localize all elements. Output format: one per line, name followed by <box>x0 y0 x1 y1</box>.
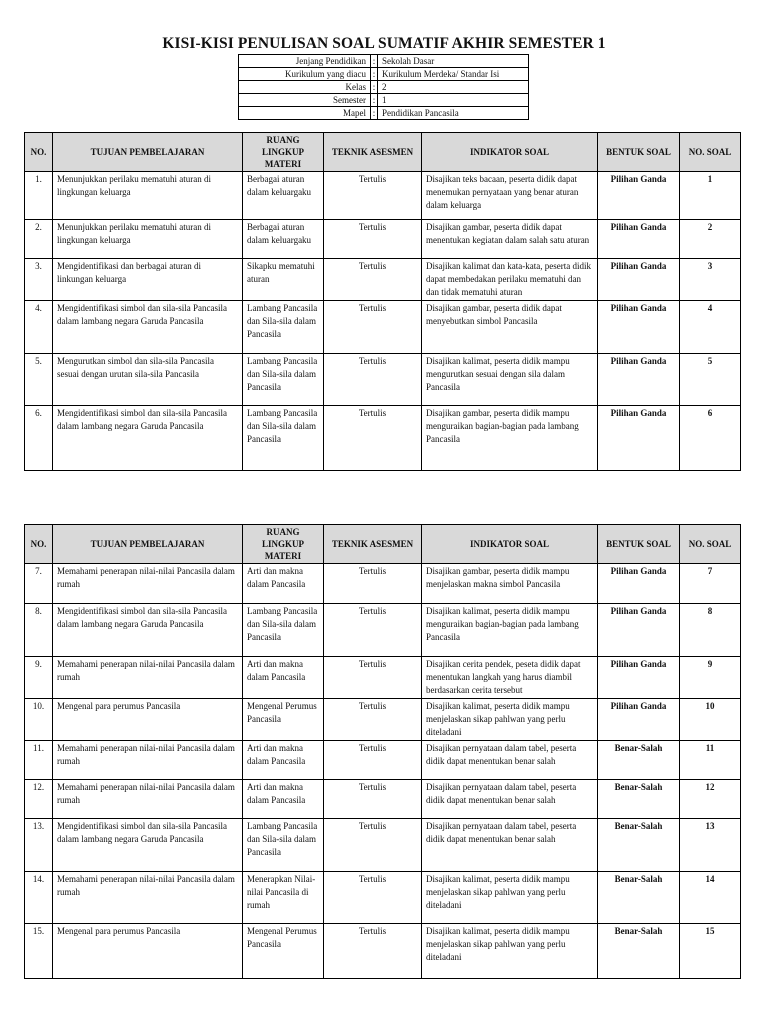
cell-bentuk-soal: Pilihan Ganda <box>598 172 680 220</box>
cell-bentuk-soal: Pilihan Ganda <box>598 406 680 471</box>
header-tujuan: TUJUAN PEMBELAJARAN <box>53 525 243 564</box>
cell-ruang-lingkup: Arti dan makna dalam Pancasila <box>243 780 324 819</box>
cell-ruang-lingkup: Berbagai aturan dalam keluargaku <box>243 220 324 259</box>
cell-teknik-asesmen: Tertulis <box>324 172 422 220</box>
cell-teknik-asesmen: Tertulis <box>324 564 422 604</box>
cell-bentuk-soal: Pilihan Ganda <box>598 259 680 301</box>
info-row <box>239 81 529 94</box>
cell-teknik-asesmen: Tertulis <box>324 604 422 657</box>
cell-indikator: Disajikan kalimat, peserta didik mampu mengurutkan sesuai dengan sila dalam Pancasila <box>422 354 598 406</box>
table-row <box>25 819 741 872</box>
info-row <box>239 94 529 107</box>
cell-teknik-asesmen: Tertulis <box>324 741 422 780</box>
cell-ruang-lingkup: Lambang Pancasila dan Sila-sila dalam Pancasila <box>243 406 324 471</box>
info-label: Kurikulum yang diacu <box>239 68 371 81</box>
info-value: Pendidikan Pancasila <box>378 107 529 120</box>
cell-no-soal: 1 <box>680 172 741 220</box>
cell-no: 5. <box>25 354 53 406</box>
info-label: Jenjang Pendidikan <box>239 55 371 68</box>
cell-no-soal: 12 <box>680 780 741 819</box>
info-value: Sekolah Dasar <box>378 55 529 68</box>
cell-no-soal: 2 <box>680 220 741 259</box>
cell-no-soal: 15 <box>680 924 741 979</box>
cell-teknik-asesmen: Tertulis <box>324 780 422 819</box>
page-title: KISI-KISI PENULISAN SOAL SUMATIF AKHIR SEMESTER 1 <box>162 35 606 52</box>
cell-indikator: Disajikan pernyataan dalam tabel, peserta didik dapat menentukan benar salah <box>422 819 598 872</box>
cell-bentuk-soal: Benar-Salah <box>598 741 680 780</box>
header-bentuk: BENTUK SOAL <box>598 133 680 172</box>
cell-no-soal: 9 <box>680 657 741 699</box>
cell-teknik-asesmen: Tertulis <box>324 819 422 872</box>
cell-no: 15. <box>25 924 53 979</box>
cell-no-soal: 3 <box>680 259 741 301</box>
cell-bentuk-soal: Pilihan Ganda <box>598 301 680 354</box>
cell-tujuan: Mengenal para perumus Pancasila <box>53 699 243 741</box>
header-no: NO. <box>25 133 53 172</box>
header-bentuk: BENTUK SOAL <box>598 525 680 564</box>
cell-indikator: Disajikan gambar, peserta didik dapat menyebutkan simbol Pancasila <box>422 301 598 354</box>
cell-no-soal: 10 <box>680 699 741 741</box>
cell-tujuan: Mengidentifikasi simbol dan sila-sila Pancasila dalam lambang negara Garuda Pancasila <box>53 819 243 872</box>
info-row <box>239 107 529 120</box>
cell-ruang-lingkup: Berbagai aturan dalam keluargaku <box>243 172 324 220</box>
cell-tujuan: Menunjukkan perilaku mematuhi aturan di lingkungan keluarga <box>53 172 243 220</box>
cell-no-soal: 8 <box>680 604 741 657</box>
info-row <box>239 68 529 81</box>
header-nosoal: NO. SOAL <box>680 133 741 172</box>
header-no: NO. <box>25 525 53 564</box>
cell-indikator: Disajikan gambar, peserta didik mampu menjelaskan makna simbol Pancasila <box>422 564 598 604</box>
cell-tujuan: Memahami penerapan nilai-nilai Pancasila dalam rumah <box>53 741 243 780</box>
cell-teknik-asesmen: Tertulis <box>324 406 422 471</box>
cell-teknik-asesmen: Tertulis <box>324 924 422 979</box>
cell-bentuk-soal: Benar-Salah <box>598 819 680 872</box>
cell-bentuk-soal: Pilihan Ganda <box>598 220 680 259</box>
cell-ruang-lingkup: Arti dan makna dalam Pancasila <box>243 741 324 780</box>
table-row <box>25 172 741 220</box>
cell-no-soal: 5 <box>680 354 741 406</box>
cell-bentuk-soal: Benar-Salah <box>598 872 680 924</box>
cell-teknik-asesmen: Tertulis <box>324 354 422 406</box>
cell-no: 8. <box>25 604 53 657</box>
info-label: Semester <box>239 94 371 107</box>
cell-no: 13. <box>25 819 53 872</box>
cell-teknik-asesmen: Tertulis <box>324 259 422 301</box>
cell-ruang-lingkup: Arti dan makna dalam Pancasila <box>243 657 324 699</box>
table-row <box>25 780 741 819</box>
table-row <box>25 924 741 979</box>
cell-indikator: Disajikan pernyataan dalam tabel, peserta didik dapat menentukan benar salah <box>422 780 598 819</box>
header-nosoal: NO. SOAL <box>680 525 741 564</box>
cell-bentuk-soal: Pilihan Ganda <box>598 604 680 657</box>
cell-tujuan: Memahami penerapan nilai-nilai Pancasila dalam rumah <box>53 564 243 604</box>
header-ruang: RUANG LINGKUP MATERI <box>243 525 324 564</box>
cell-indikator: Disajikan kalimat, peserta didik mampu menguraikan bagian-bagian pada lambang Pancasila <box>422 604 598 657</box>
cell-teknik-asesmen: Tertulis <box>324 872 422 924</box>
cell-bentuk-soal: Pilihan Ganda <box>598 699 680 741</box>
cell-tujuan: Menunjukkan perilaku mematuhi aturan di lingkungan keluarga <box>53 220 243 259</box>
cell-tujuan: Mengenal para perumus Pancasila <box>53 924 243 979</box>
cell-indikator: Disajikan pernyataan dalam tabel, peserta didik dapat menentukan benar salah <box>422 741 598 780</box>
cell-tujuan: Mengidentifikasi simbol dan sila-sila Pancasila dalam lambang negara Garuda Pancasila <box>53 604 243 657</box>
table-row <box>25 354 741 406</box>
table-row <box>25 220 741 259</box>
info-label: Kelas <box>239 81 371 94</box>
cell-no-soal: 6 <box>680 406 741 471</box>
cell-bentuk-soal: Benar-Salah <box>598 924 680 979</box>
info-separator: : <box>371 107 378 120</box>
cell-no: 1. <box>25 172 53 220</box>
cell-teknik-asesmen: Tertulis <box>324 220 422 259</box>
table-row <box>25 259 741 301</box>
cell-bentuk-soal: Benar-Salah <box>598 780 680 819</box>
cell-indikator: Disajikan kalimat, peserta didik mampu menjelaskan sikap pahlwan yang perlu diteladani <box>422 924 598 979</box>
info-table <box>238 54 529 120</box>
cell-indikator: Disajikan kalimat, peserta didik mampu menjelaskan sikap pahlwan yang perlu diteladani <box>422 872 598 924</box>
info-separator: : <box>371 81 378 94</box>
cell-no-soal: 11 <box>680 741 741 780</box>
table-row <box>25 604 741 657</box>
cell-no: 11. <box>25 741 53 780</box>
cell-no-soal: 7 <box>680 564 741 604</box>
cell-indikator: Disajikan teks bacaan, peserta didik dapat menemukan pernyataan yang benar aturan dalam keluarga <box>422 172 598 220</box>
cell-indikator: Disajikan gambar, peserta didik mampu menguraikan bagian-bagian pada lambang Pancasila <box>422 406 598 471</box>
info-label: Mapel <box>239 107 371 120</box>
cell-indikator: Disajikan kalimat dan kata-kata, peserta didik dapat membedakan perilaku mematuhi dan dan tidak mematuhi aturan <box>422 259 598 301</box>
cell-tujuan: Memahami penerapan nilai-nilai Pancasila dalam rumah <box>53 780 243 819</box>
cell-indikator: Disajikan gambar, peserta didik dapat menentukan kegiatan dalam salah satu aturan <box>422 220 598 259</box>
info-value: 2 <box>378 81 529 94</box>
cell-ruang-lingkup: Sikapku mematuhi aturan <box>243 259 324 301</box>
info-separator: : <box>371 55 378 68</box>
cell-ruang-lingkup: Menerapkan Nilai-nilai Pancasila di rumah <box>243 872 324 924</box>
header-teknik: TEKNIK ASESMEN <box>324 133 422 172</box>
cell-no: 12. <box>25 780 53 819</box>
cell-no: 4. <box>25 301 53 354</box>
cell-tujuan: Mengidentifikasi simbol dan sila-sila Pancasila dalam lambang negara Garuda Pancasila <box>53 301 243 354</box>
info-row <box>239 55 529 68</box>
header-teknik: TEKNIK ASESMEN <box>324 525 422 564</box>
table-row <box>25 406 741 471</box>
table-header-row <box>25 525 741 564</box>
cell-teknik-asesmen: Tertulis <box>324 699 422 741</box>
table-row <box>25 872 741 924</box>
table-row <box>25 301 741 354</box>
cell-no-soal: 14 <box>680 872 741 924</box>
cell-ruang-lingkup: Mengenal Perumus Pancasila <box>243 924 324 979</box>
info-value: Kurikulum Merdeka/ Standar Isi <box>378 68 529 81</box>
cell-no: 7. <box>25 564 53 604</box>
cell-no: 2. <box>25 220 53 259</box>
cell-teknik-asesmen: Tertulis <box>324 657 422 699</box>
cell-indikator: Disajikan kalimat, peserta didik mampu menjelaskan sikap pahlwan yang perlu diteladani <box>422 699 598 741</box>
cell-no-soal: 13 <box>680 819 741 872</box>
cell-no-soal: 4 <box>680 301 741 354</box>
header-ruang: RUANG LINGKUP MATERI <box>243 133 324 172</box>
cell-no: 14. <box>25 872 53 924</box>
cell-bentuk-soal: Pilihan Ganda <box>598 564 680 604</box>
cell-tujuan: Mengidentifikasi dan berbagai aturan di linkungan keluarga <box>53 259 243 301</box>
info-separator: : <box>371 68 378 81</box>
cell-bentuk-soal: Pilihan Ganda <box>598 354 680 406</box>
table-row <box>25 699 741 741</box>
cell-tujuan: Memahami penerapan nilai-nilai Pancasila dalam rumah <box>53 657 243 699</box>
table-row <box>25 657 741 699</box>
cell-no: 10. <box>25 699 53 741</box>
cell-no: 9. <box>25 657 53 699</box>
header-indikator: INDIKATOR SOAL <box>422 133 598 172</box>
cell-bentuk-soal: Pilihan Ganda <box>598 657 680 699</box>
cell-teknik-asesmen: Tertulis <box>324 301 422 354</box>
kisi-kisi-table-2 <box>24 524 741 979</box>
cell-ruang-lingkup: Arti dan makna dalam Pancasila <box>243 564 324 604</box>
cell-ruang-lingkup: Lambang Pancasila dan Sila-sila dalam Pancasila <box>243 819 324 872</box>
info-separator: : <box>371 94 378 107</box>
cell-no: 6. <box>25 406 53 471</box>
cell-tujuan: Mengidentifikasi simbol dan sila-sila Pancasila dalam lambang negara Garuda Pancasila <box>53 406 243 471</box>
header-tujuan: TUJUAN PEMBELAJARAN <box>53 133 243 172</box>
cell-no: 3. <box>25 259 53 301</box>
kisi-kisi-table-1 <box>24 132 741 471</box>
cell-indikator: Disajikan cerita pendek, peseta didik dapat menentukan langkah yang harus diambil berdasarkan cerita tersebut <box>422 657 598 699</box>
table-header-row <box>25 133 741 172</box>
cell-tujuan: Mengurutkan simbol dan sila-sila Pancasila sesuai dengan urutan sila-sila Pancasila <box>53 354 243 406</box>
cell-ruang-lingkup: Mengenal Perumus Pancasila <box>243 699 324 741</box>
cell-ruang-lingkup: Lambang Pancasila dan Sila-sila dalam Pancasila <box>243 354 324 406</box>
table-row <box>25 564 741 604</box>
cell-tujuan: Memahami penerapan nilai-nilai Pancasila dalam rumah <box>53 872 243 924</box>
cell-ruang-lingkup: Lambang Pancasila dan Sila-sila dalam Pancasila <box>243 604 324 657</box>
info-value: 1 <box>378 94 529 107</box>
header-indikator: INDIKATOR SOAL <box>422 525 598 564</box>
cell-ruang-lingkup: Lambang Pancasila dan Sila-sila dalam Pancasila <box>243 301 324 354</box>
table-row <box>25 741 741 780</box>
